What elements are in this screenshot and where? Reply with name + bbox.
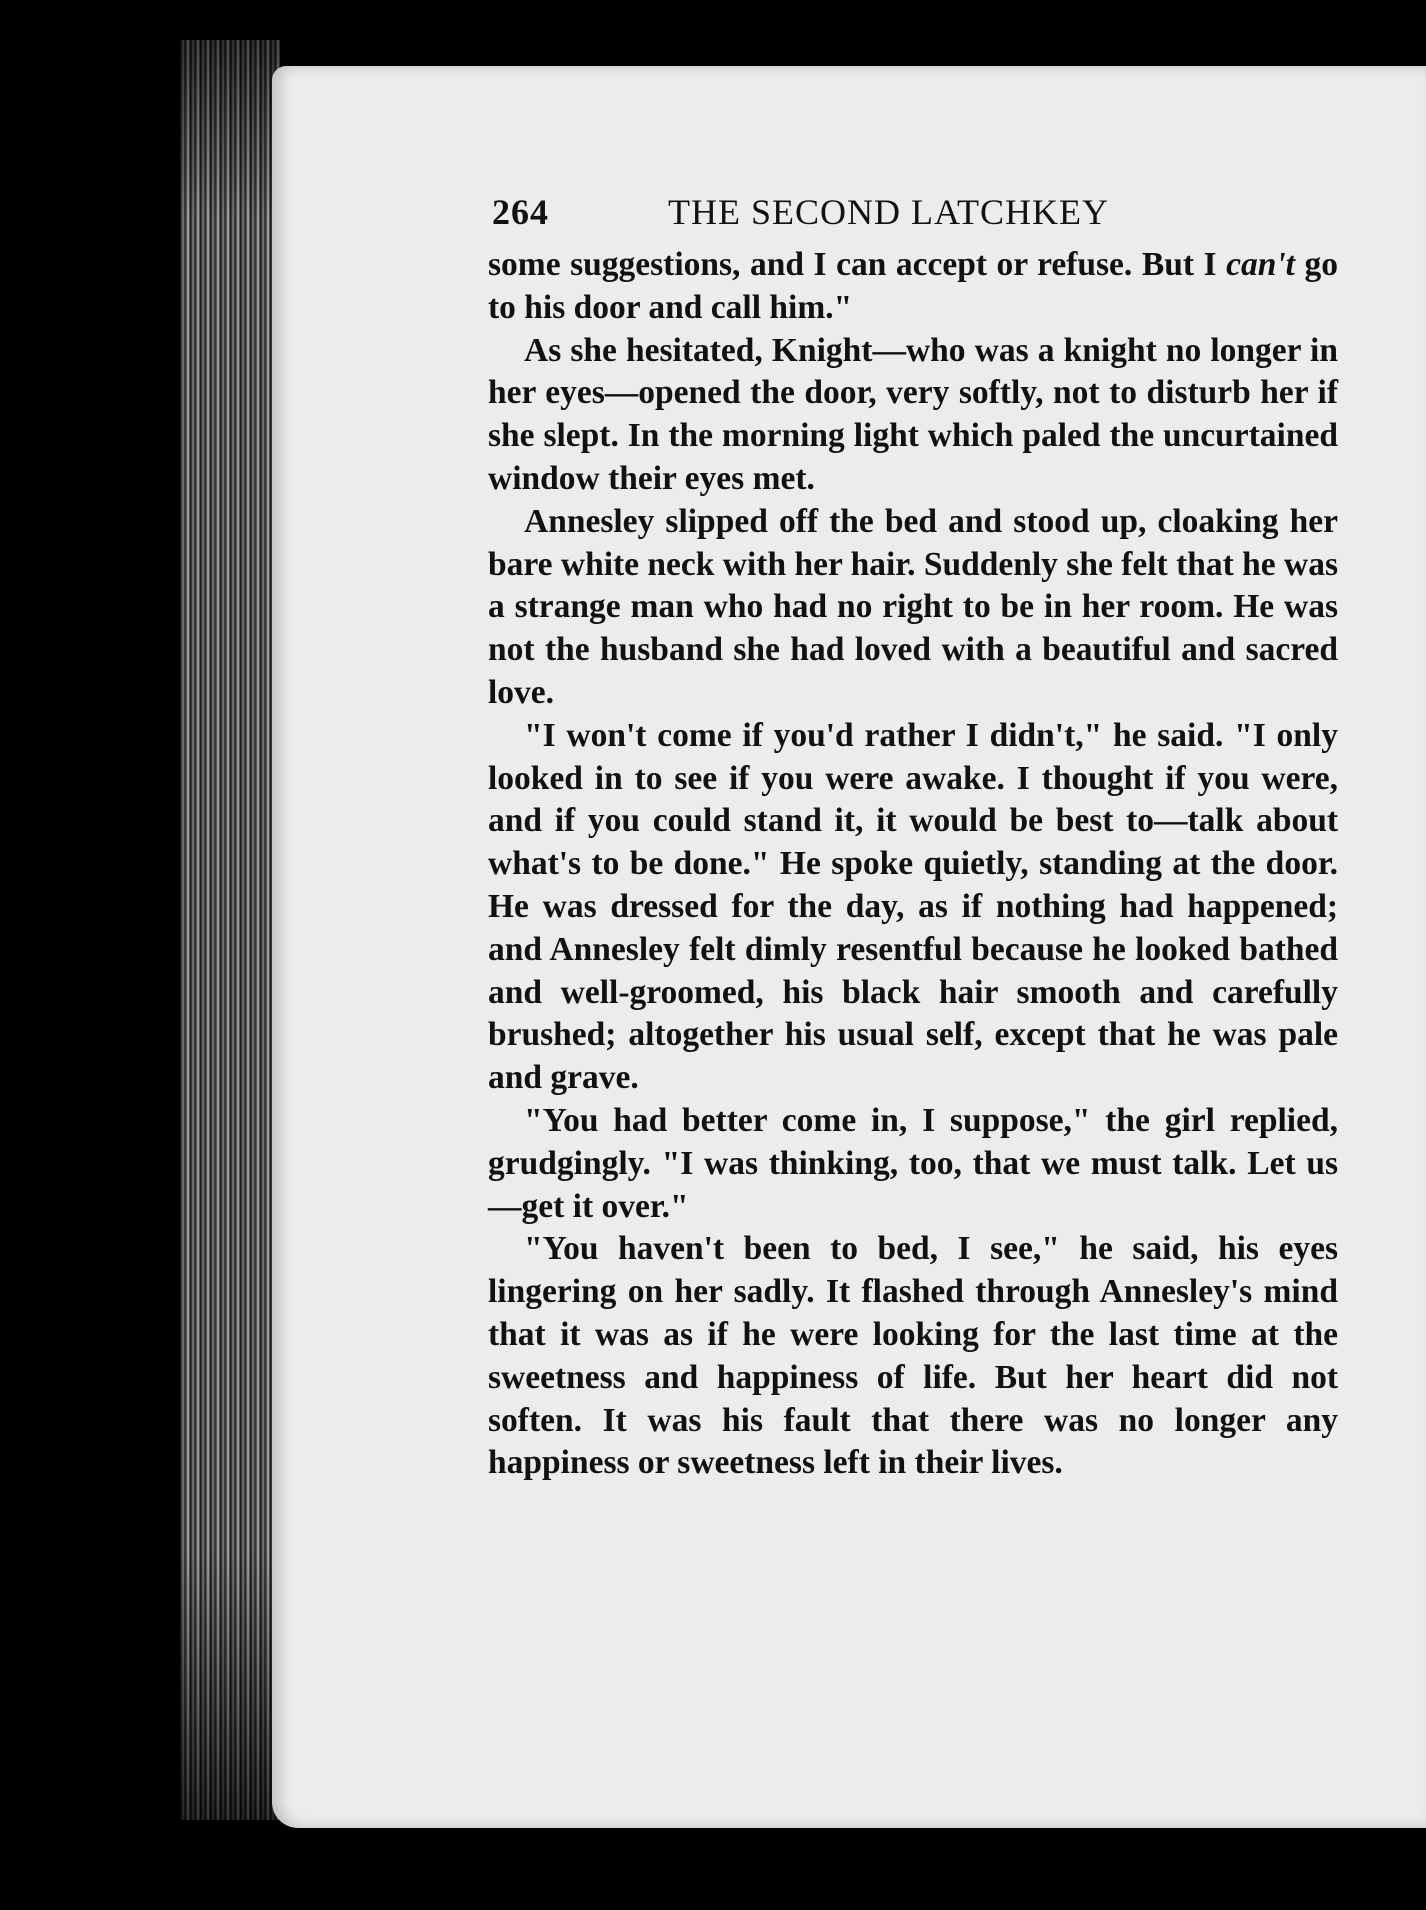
paragraph-3: Annesley slipped off the bed and stood up, cloaking her bare white neck with her hair. Suddenly she felt that he was a strange man who had no right to be in her room. He was not the husband she had loved with a beautiful and sacred love. bbox=[488, 502, 1338, 711]
page-number: 264 bbox=[492, 192, 549, 232]
paragraph-1-text-b: go to his door and call him." bbox=[488, 246, 1339, 326]
text-block bbox=[488, 186, 1338, 1485]
paragraph-5: "You had better come in, I suppose," the girl replied, grudgingly. "I was thinking, too, that we must talk. Let us—get it over." bbox=[488, 1101, 1338, 1225]
paragraph-4: "I won't come if you'd rather I didn't," he said. "I only looked in to see if you were awake. I thought if you were, and if you could stand it, it would be best to—talk about what's to be done." He spoke quietly, standing at the door. He was dressed for the day, as if nothing had happened; and Annesley felt dimly resentful because he looked bathed and well-groomed, his black hair smooth and carefully brushed; altogether his usual self, except that he was pale and grave. bbox=[488, 716, 1338, 1097]
emphasis-cant: can't bbox=[1226, 246, 1295, 283]
running-head bbox=[488, 186, 1338, 238]
paragraph-2: As she hesitated, Knight—who was a knight no longer in her eyes—opened the door, very softly, not to disturb her if she slept. In the morning light which paled the uncurtained window their eyes met. bbox=[488, 331, 1338, 497]
paragraph-1-text-a: some suggestions, and I can accept or refuse. But I bbox=[488, 246, 1227, 283]
paragraph-6: "You haven't been to bed, I see," he said, his eyes lingering on her sadly. It flashed through Annesley's mind that it was as if he were looking for the last time at the sweetness and happiness of life. But her heart did not soften. It was his fault that there was no longer any happiness or sweetness left in their lives. bbox=[488, 1230, 1338, 1482]
body-text bbox=[488, 244, 1338, 1485]
page-edges bbox=[180, 40, 280, 1820]
running-title: THE SECOND LATCHKEY bbox=[668, 192, 1109, 232]
paragraph-1 bbox=[488, 244, 1338, 330]
